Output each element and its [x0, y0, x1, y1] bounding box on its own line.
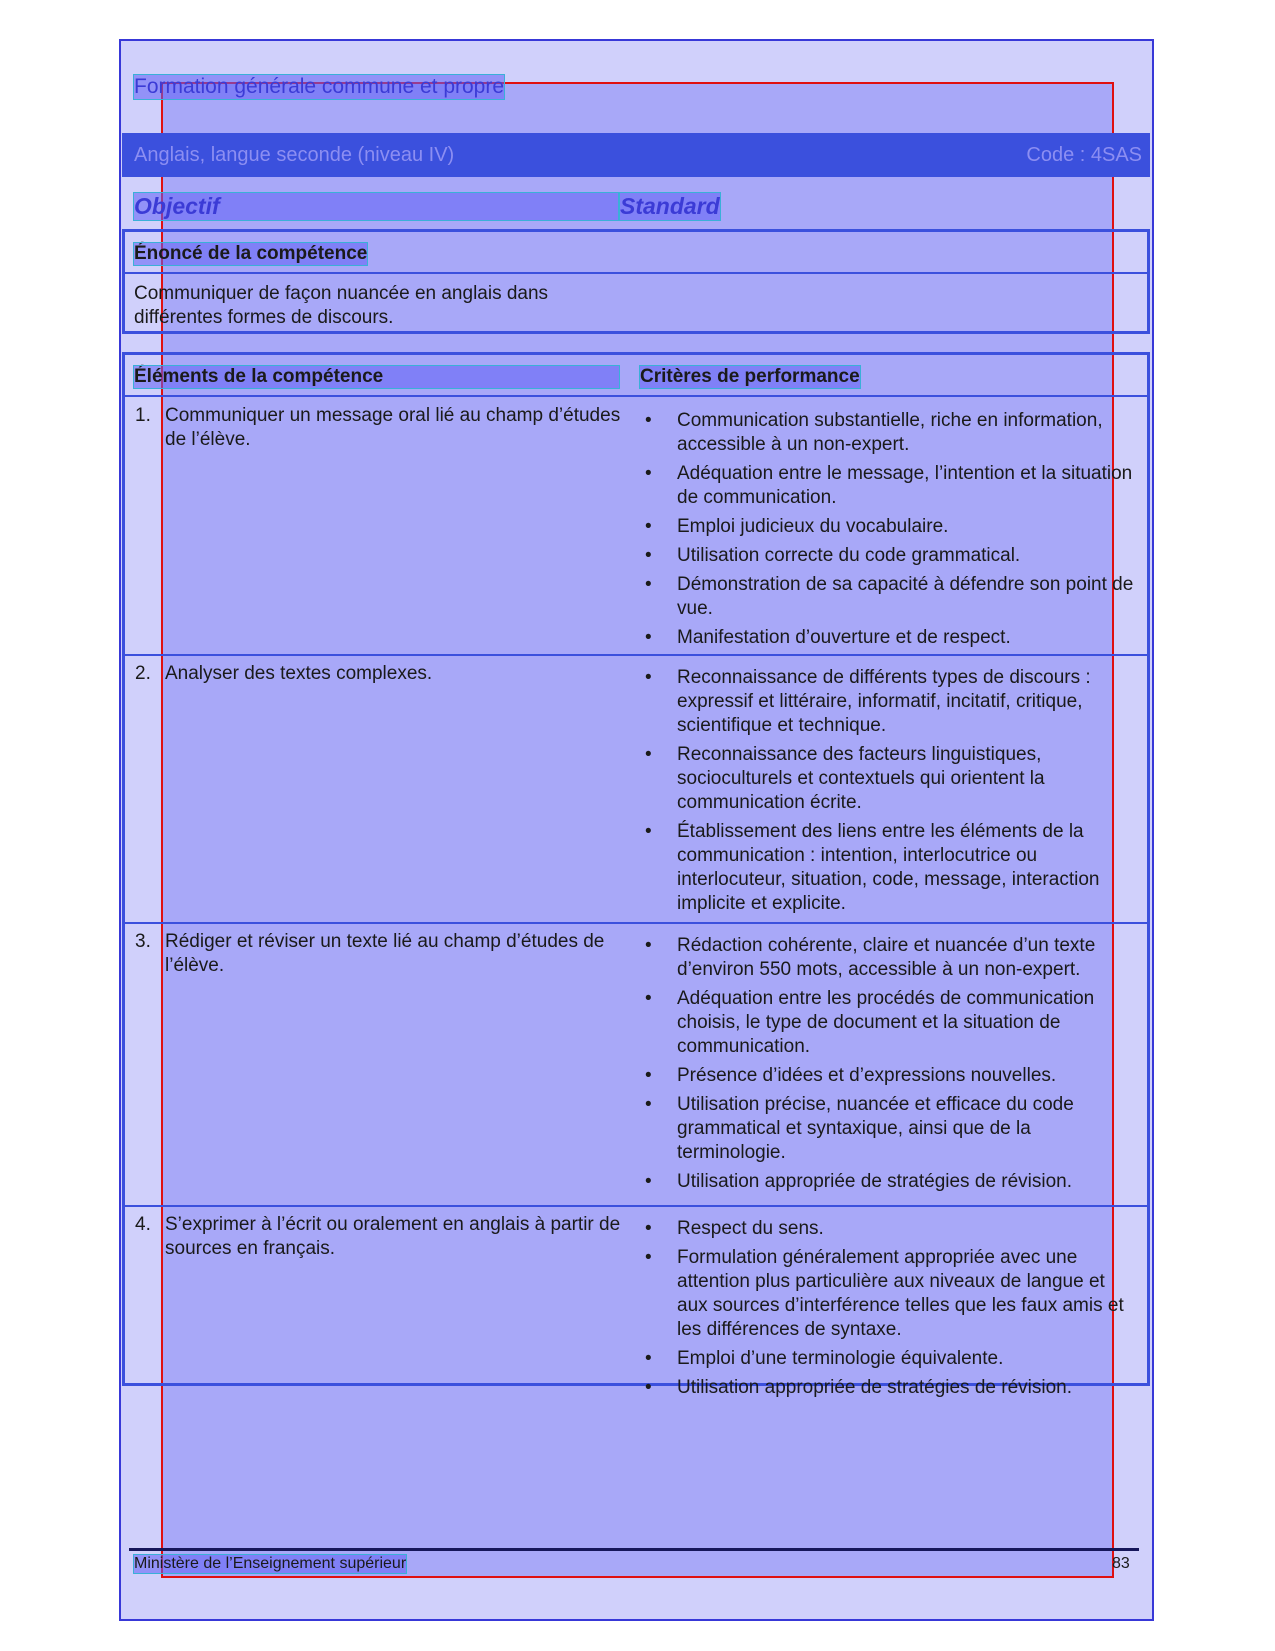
criterion-item — [645, 1170, 1135, 1194]
criteria-list — [645, 934, 1135, 1199]
criterion-text: Adéquation entre le message, l’intention et la situation de communication. — [677, 463, 1133, 508]
criterion-item — [645, 1217, 1135, 1241]
program-title: Formation générale commune et propre — [134, 75, 505, 98]
bullet-icon: • — [645, 627, 652, 648]
criterion-item — [645, 934, 1135, 982]
criterion-text: Formulation généralement appropriée avec une attention plus particulière aux niveaux de langue et aux sources d’interférence telles que les faux amis et les différences de syntaxe. — [677, 1247, 1124, 1340]
criterion-text: Utilisation appropriée de stratégies de révision. — [677, 1377, 1072, 1398]
criterion-item — [645, 820, 1135, 916]
criterion-text: Communication substantielle, riche en information, accessible à un non-expert. — [677, 410, 1103, 455]
criterion-item — [645, 573, 1135, 621]
competence-element: Rédiger et réviser un texte lié au champ d’études de l’élève. — [165, 931, 605, 976]
bullet-icon: • — [645, 1171, 652, 1192]
criterion-text: Utilisation précise, nuancée et efficace du code grammatical et syntaxique, ainsi que de la terminologie. — [677, 1094, 1074, 1163]
objective-heading: Objectif — [134, 193, 618, 220]
competence-divider — [122, 272, 1150, 274]
bullet-icon: • — [645, 545, 652, 566]
header-divider — [122, 395, 1150, 397]
criterion-text: Rédaction cohérente, claire et nuancée d’un texte d’environ 550 mots, accessible à un non-expert. — [677, 935, 1096, 980]
criterion-item — [645, 544, 1135, 568]
competence-label: Énoncé de la compétence — [134, 243, 368, 264]
competence-element: Analyser des textes complexes. — [165, 663, 433, 684]
criterion-text: Établissement des liens entre les éléments de la communication : intention, interlocutrice ou interlocuteur, situation, code, message, interaction implicite et explicite. — [677, 821, 1100, 914]
bullet-icon: • — [645, 1065, 652, 1086]
criterion-item — [645, 987, 1135, 1059]
criterion-item — [645, 515, 1135, 539]
course-code: Code : 4SAS — [1026, 144, 1142, 166]
bullet-icon: • — [645, 744, 652, 765]
bullet-icon: • — [645, 821, 652, 842]
bullet-icon: • — [645, 935, 652, 956]
bullet-icon: • — [645, 574, 652, 595]
bullet-icon: • — [645, 516, 652, 537]
bullet-icon: • — [645, 1218, 652, 1239]
row-number: 3. — [135, 931, 151, 952]
criterion-item — [645, 1376, 1135, 1400]
criterion-text: Manifestation d’ouverture et de respect. — [677, 627, 1011, 648]
criterion-item — [645, 1093, 1135, 1165]
bullet-icon: • — [645, 1094, 652, 1115]
elements-header: Éléments de la compétence — [134, 366, 619, 388]
criterion-text: Démonstration de sa capacité à défendre son point de vue. — [677, 574, 1134, 619]
bullet-icon: • — [645, 1247, 652, 1268]
footer-rule — [129, 1548, 1139, 1551]
criterion-text: Présence d’idées et d’expressions nouvelles. — [677, 1065, 1057, 1086]
criterion-text: Emploi judicieux du vocabulaire. — [677, 516, 949, 537]
criterion-text: Utilisation correcte du code grammatical. — [677, 545, 1021, 566]
criterion-item — [645, 409, 1135, 457]
criteria-list — [645, 1217, 1135, 1405]
row-number: 1. — [135, 405, 151, 426]
competence-element: Communiquer un message oral lié au champ d’études de l’élève. — [165, 405, 621, 450]
criterion-item — [645, 1064, 1135, 1088]
row-divider — [122, 654, 1150, 656]
bullet-icon: • — [645, 463, 652, 484]
footer-ministry: Ministère de l’Enseignement supérieur — [134, 1555, 407, 1572]
row-divider — [122, 922, 1150, 924]
criteria-list — [645, 666, 1135, 921]
bullet-icon: • — [645, 1377, 652, 1398]
bullet-icon: • — [645, 667, 652, 688]
criteria-list — [645, 409, 1135, 655]
page-number: 83 — [1112, 1555, 1130, 1572]
criterion-item — [645, 1347, 1135, 1371]
criterion-item — [645, 626, 1135, 650]
bullet-icon: • — [645, 410, 652, 431]
standard-heading: Standard — [620, 193, 720, 219]
row-number: 2. — [135, 663, 151, 684]
criterion-text: Reconnaissance des facteurs linguistiques, socioculturels et contextuels qui orientent la communication écrite. — [677, 744, 1045, 813]
criteria-header: Critères de performance — [640, 366, 860, 387]
criterion-text: Respect du sens. — [677, 1218, 824, 1239]
course-bar — [122, 133, 1150, 177]
criterion-item — [645, 743, 1135, 815]
criterion-item — [645, 462, 1135, 510]
course-name: Anglais, langue seconde (niveau IV) — [134, 144, 455, 166]
competence-element: S’exprimer à l’écrit ou oralement en anglais à partir de sources en français. — [165, 1214, 621, 1259]
criterion-item — [645, 666, 1135, 738]
bullet-icon: • — [645, 988, 652, 1009]
row-divider — [122, 1205, 1150, 1207]
competence-statement: Communiquer de façon nuancée en anglais dans différentes formes de discours. — [134, 283, 549, 328]
criterion-item — [645, 1246, 1135, 1342]
criterion-text: Reconnaissance de différents types de discours : expressif et littéraire, informatif, incitatif, critique, scientifique et technique. — [677, 667, 1091, 736]
criterion-text: Emploi d’une terminologie équivalente. — [677, 1348, 1004, 1369]
criterion-text: Utilisation appropriée de stratégies de révision. — [677, 1171, 1072, 1192]
bullet-icon: • — [645, 1348, 652, 1369]
criterion-text: Adéquation entre les procédés de communication choisis, le type de document et la situation de communication. — [677, 988, 1095, 1057]
row-number: 4. — [135, 1214, 151, 1235]
